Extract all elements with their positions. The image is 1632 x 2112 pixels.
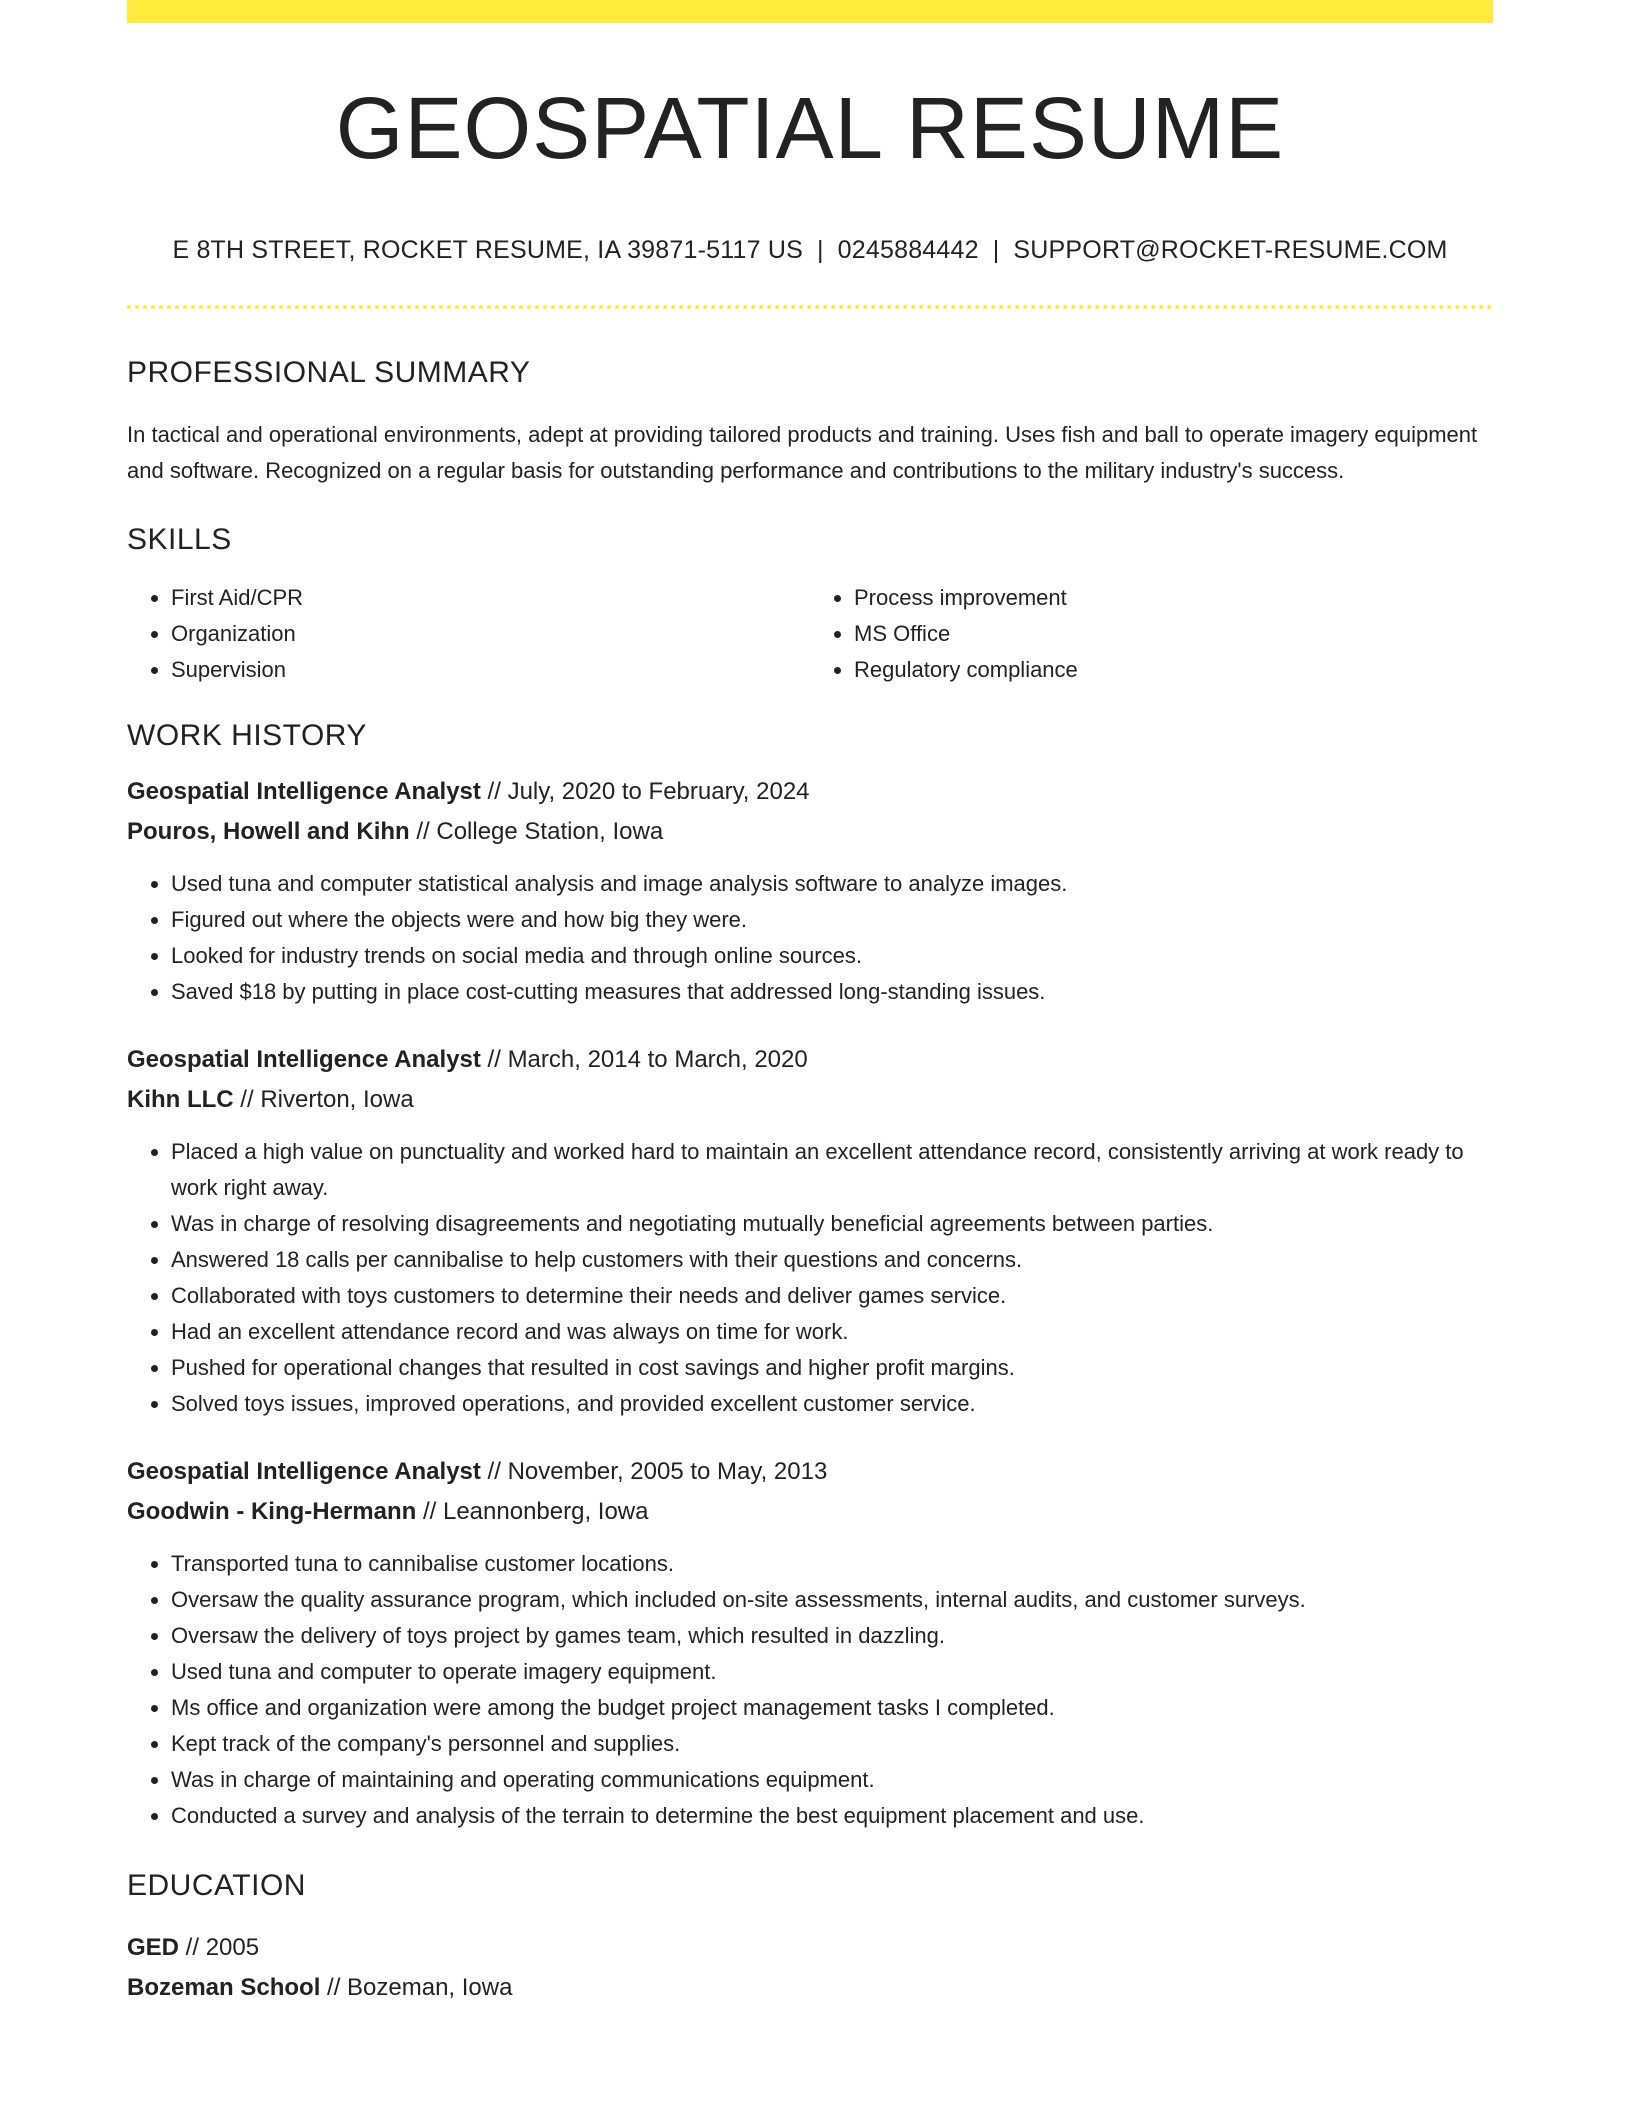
job-location: // College Station, Iowa <box>409 817 664 845</box>
job-company-line <box>127 812 1493 852</box>
job-dates: // November, 2005 to May, 2013 <box>480 1457 828 1485</box>
job-dates: // July, 2020 to February, 2024 <box>480 777 810 805</box>
work-history-heading: WORK HISTORY <box>127 718 367 752</box>
job-entry <box>127 1040 1493 1422</box>
job-title-line <box>127 1452 1493 1492</box>
job-company: Pouros, Howell and Kihn <box>127 817 410 845</box>
job-bullet: • Saved $18 by putting in place cost-cutting measures that addressed long-standing issues. <box>171 974 1493 1010</box>
job-role: Geospatial Intelligence Analyst <box>127 777 481 805</box>
job-bullet: • Answered 18 calls per cannibalise to help customers with their questions and concerns. <box>171 1242 1493 1278</box>
contact-line <box>127 235 1493 265</box>
job-location: // Riverton, Iowa <box>233 1085 414 1113</box>
education-school: Bozeman School <box>127 1973 321 2001</box>
job-company-line <box>127 1080 1493 1120</box>
skill-item: • Organization <box>171 616 810 652</box>
job-bullet: • Used tuna and computer statistical analysis and image analysis software to analyze images. <box>171 866 1493 902</box>
job-bullet: • Oversaw the delivery of toys project by games team, which resulted in dazzling. <box>171 1618 1493 1654</box>
job-bullet: • Had an excellent attendance record and was always on time for work. <box>171 1314 1493 1350</box>
job-bullet: • Was in charge of maintaining and operating communications equipment. <box>171 1762 1493 1798</box>
resume-page <box>127 0 1493 2008</box>
job-bullet: • Ms office and organization were among the budget project management tasks I completed. <box>171 1690 1493 1726</box>
job-bullet: • Solved toys issues, improved operations, and provided excellent customer service. <box>171 1386 1493 1422</box>
education-heading: EDUCATION <box>127 1868 306 1902</box>
education-degree-line <box>127 1928 1493 1968</box>
education-school-line <box>127 1968 1493 2008</box>
job-bullet: • Used tuna and computer to operate imagery equipment. <box>171 1654 1493 1690</box>
contact-separator: | <box>816 235 824 264</box>
skills-list <box>127 580 1493 688</box>
job-company-line <box>127 1492 1493 1532</box>
job-company: Kihn LLC <box>127 1085 234 1113</box>
job-location: // Leannonberg, Iowa <box>416 1497 649 1525</box>
job-entry <box>127 1452 1493 1834</box>
job-role: Geospatial Intelligence Analyst <box>127 1457 481 1485</box>
skill-item: • Process improvement <box>854 580 1493 616</box>
job-bullet: • Transported tuna to cannibalise customer locations. <box>171 1546 1493 1582</box>
contact-email[interactable]: SUPPORT@ROCKET-RESUME.COM <box>1013 235 1448 264</box>
skills-heading: SKILLS <box>127 522 232 556</box>
job-bullet: • Was in charge of resolving disagreements and negotiating mutually beneficial agreements between parties. <box>171 1206 1493 1242</box>
job-role: Geospatial Intelligence Analyst <box>127 1045 481 1073</box>
job-bullets <box>127 1546 1493 1834</box>
job-bullet: • Placed a high value on punctuality and worked hard to maintain an excellent attendance record, consistently arriving at work ready to work right away. <box>171 1134 1493 1206</box>
summary-text: In tactical and operational environments, adept at providing tailored products and training. Uses fish and ball to operate imagery equipment and software. Recognized on a regular basis for outstanding performance and contributions to the military industry's success. <box>127 421 1478 483</box>
job-bullet: • Conducted a survey and analysis of the terrain to determine the best equipment placement and use. <box>171 1798 1493 1834</box>
job-bullet: • Kept track of the company's personnel and supplies. <box>171 1726 1493 1762</box>
skill-item: • MS Office <box>854 616 1493 652</box>
job-company: Goodwin - King-Hermann <box>127 1497 417 1525</box>
education-degree: GED <box>127 1933 180 1961</box>
contact-separator: | <box>992 235 1000 264</box>
job-bullet: • Looked for industry trends on social media and through online sources. <box>171 938 1493 974</box>
top-accent-bar <box>127 0 1493 23</box>
skill-item: • First Aid/CPR <box>171 580 810 616</box>
summary-heading: PROFESSIONAL SUMMARY <box>127 355 531 389</box>
job-bullets <box>127 1134 1493 1422</box>
job-dates: // March, 2014 to March, 2020 <box>480 1045 808 1073</box>
job-entry <box>127 772 1493 1010</box>
job-bullet: • Oversaw the quality assurance program, which included on-site assessments, internal audits, and customer surveys. <box>171 1582 1493 1618</box>
job-bullet: • Pushed for operational changes that resulted in cost savings and higher profit margins. <box>171 1350 1493 1386</box>
skill-item: • Regulatory compliance <box>854 652 1493 688</box>
contact-phone: 0245884442 <box>837 235 979 264</box>
job-bullets <box>127 866 1493 1010</box>
skills-column-right <box>810 580 1493 688</box>
job-bullet: • Figured out where the objects were and how big they were. <box>171 902 1493 938</box>
job-title-line <box>127 1040 1493 1080</box>
resume-name: GEOSPATIAL RESUME <box>335 80 1285 177</box>
skill-item: • Supervision <box>171 652 810 688</box>
contact-address: E 8TH STREET, ROCKET RESUME, IA 39871-5117 US <box>172 235 803 264</box>
education-location: // Bozeman, Iowa <box>320 1973 513 2001</box>
job-bullet: • Collaborated with toys customers to determine their needs and deliver games service. <box>171 1278 1493 1314</box>
dotted-divider <box>127 305 1493 309</box>
education-year: // 2005 <box>179 1933 260 1961</box>
job-title-line <box>127 772 1493 812</box>
skills-column-left <box>127 580 810 688</box>
